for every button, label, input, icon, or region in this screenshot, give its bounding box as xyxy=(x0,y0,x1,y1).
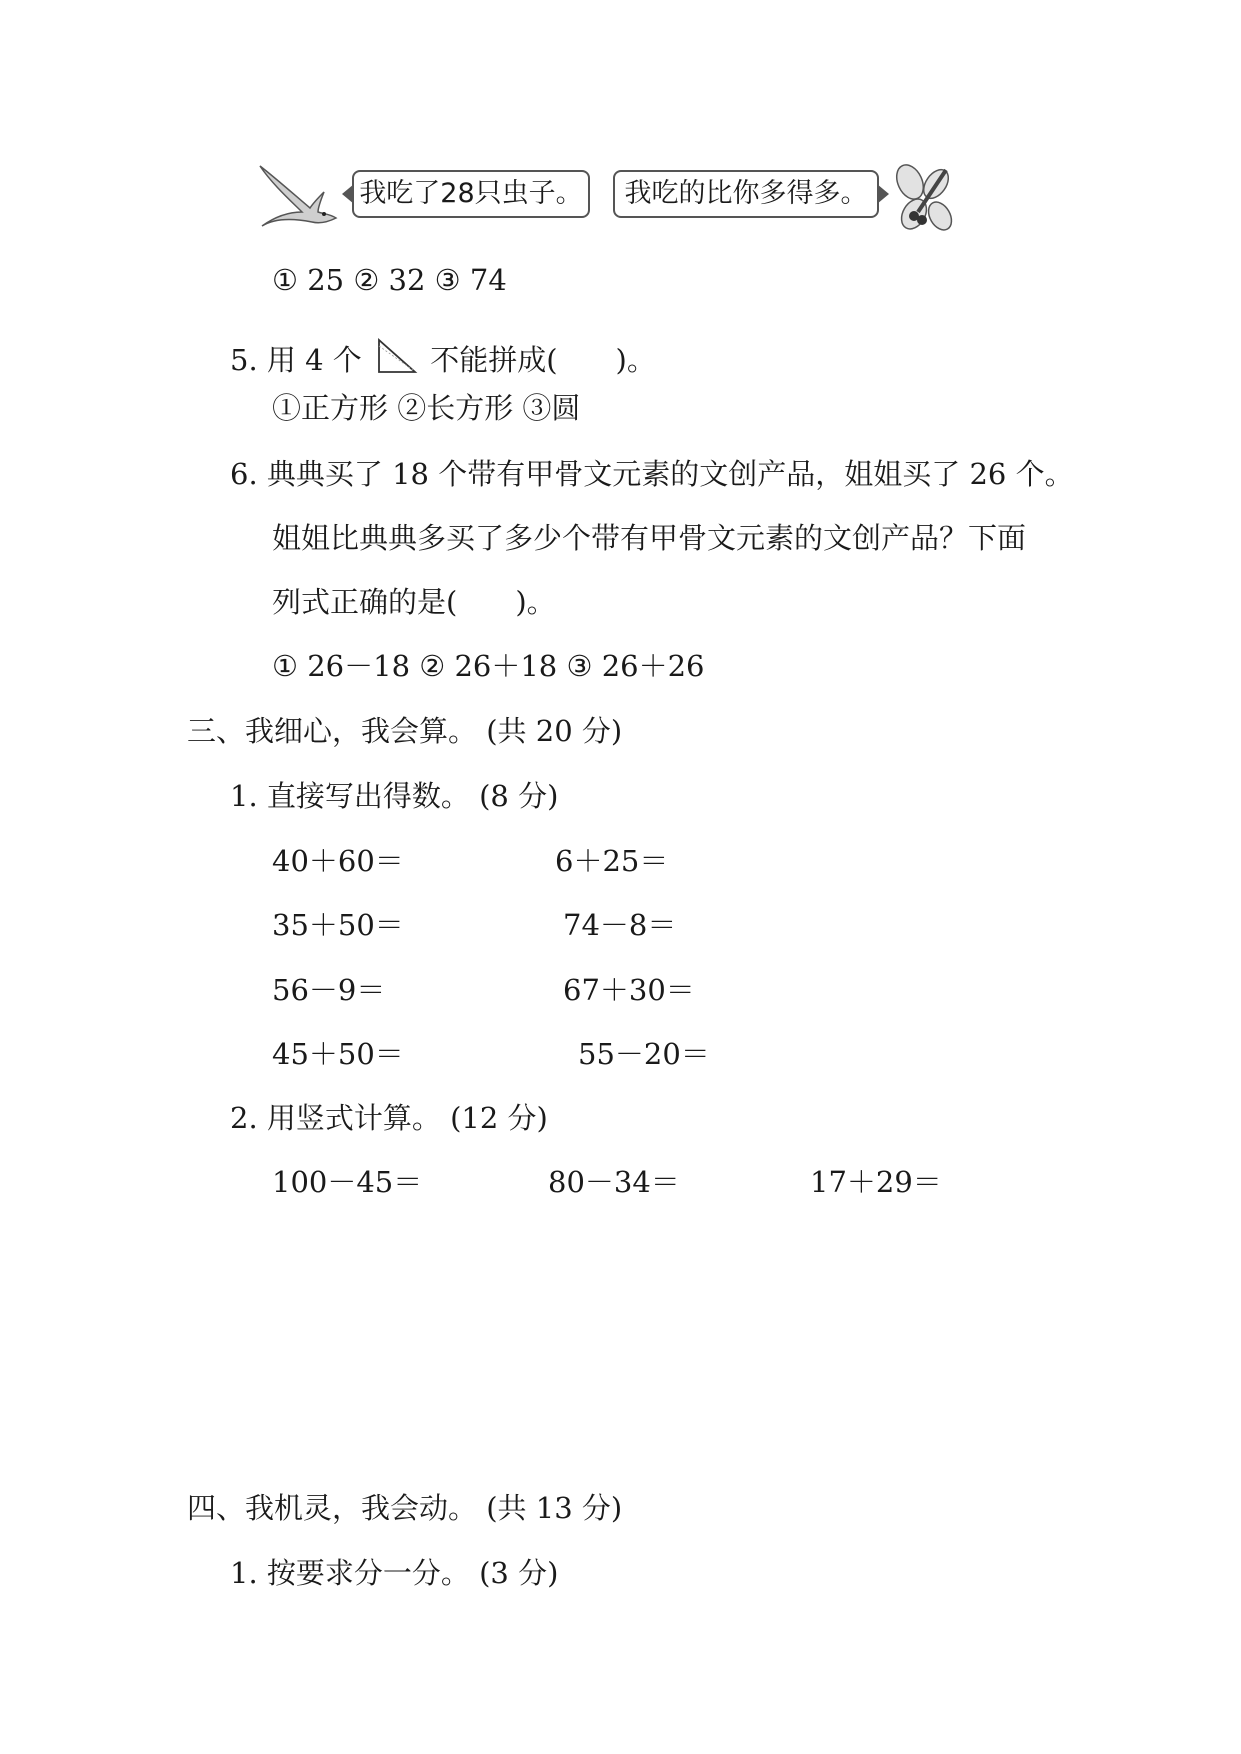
q5-stem xyxy=(230,336,656,378)
calc-item: 74－8＝ xyxy=(563,908,677,942)
dragonfly-speech-bubble xyxy=(613,170,879,218)
section3-q1-title: 1. 直接写出得数。 (8 分) xyxy=(230,779,559,813)
bird-speech-text: 我吃了28只虫子。 xyxy=(359,178,583,209)
q6-line2: 姐姐比典典多买了多少个带有甲骨文元素的文创产品？下面 xyxy=(272,521,1027,555)
vertical-calc-item: 100－45＝ xyxy=(272,1165,423,1199)
dragonfly-speech-text: 我吃的比你多得多。 xyxy=(624,178,868,209)
q6-options: ① 26－18 ② 26＋18 ③ 26＋26 xyxy=(272,649,705,683)
calc-item: 67＋30＝ xyxy=(563,973,695,1007)
section4-title: 四、我机灵，我会动。 (共 13 分) xyxy=(187,1491,623,1525)
calc-item: 55－20＝ xyxy=(578,1037,710,1071)
vertical-calc-item: 80－34＝ xyxy=(548,1165,680,1199)
section3-q2-title: 2. 用竖式计算。 (12 分) xyxy=(230,1101,548,1135)
q5-prefix: 5. 用 4 个 xyxy=(230,343,362,377)
section3-title: 三、我细心，我会算。 (共 20 分) xyxy=(187,714,623,748)
calc-item: 45＋50＝ xyxy=(272,1037,404,1071)
calc-item: 40＋60＝ xyxy=(272,844,404,878)
calc-item: 35＋50＝ xyxy=(272,908,404,942)
q4-options: ① 25 ② 32 ③ 74 xyxy=(272,263,507,297)
dragonfly-icon xyxy=(888,164,958,236)
q5-options: ①正方形 ②长方形 ③圆 xyxy=(272,391,581,425)
section4-q1-title: 1. 按要求分一分。 (3 分) xyxy=(230,1556,559,1590)
calc-item: 56－9＝ xyxy=(272,973,386,1007)
right-triangle-icon xyxy=(373,336,419,378)
q5-suffix: 不能拼成( )。 xyxy=(430,343,656,377)
swallow-icon xyxy=(258,162,338,228)
bird-speech-bubble xyxy=(352,170,590,218)
q6-line3: 列式正确的是( )。 xyxy=(272,585,556,619)
q6-line1: 6. 典典买了 18 个带有甲骨文元素的文创产品，姐姐买了 26 个。 xyxy=(230,457,1074,491)
vertical-calc-item: 17＋29＝ xyxy=(810,1165,942,1199)
calc-item: 6＋25＝ xyxy=(555,844,669,878)
